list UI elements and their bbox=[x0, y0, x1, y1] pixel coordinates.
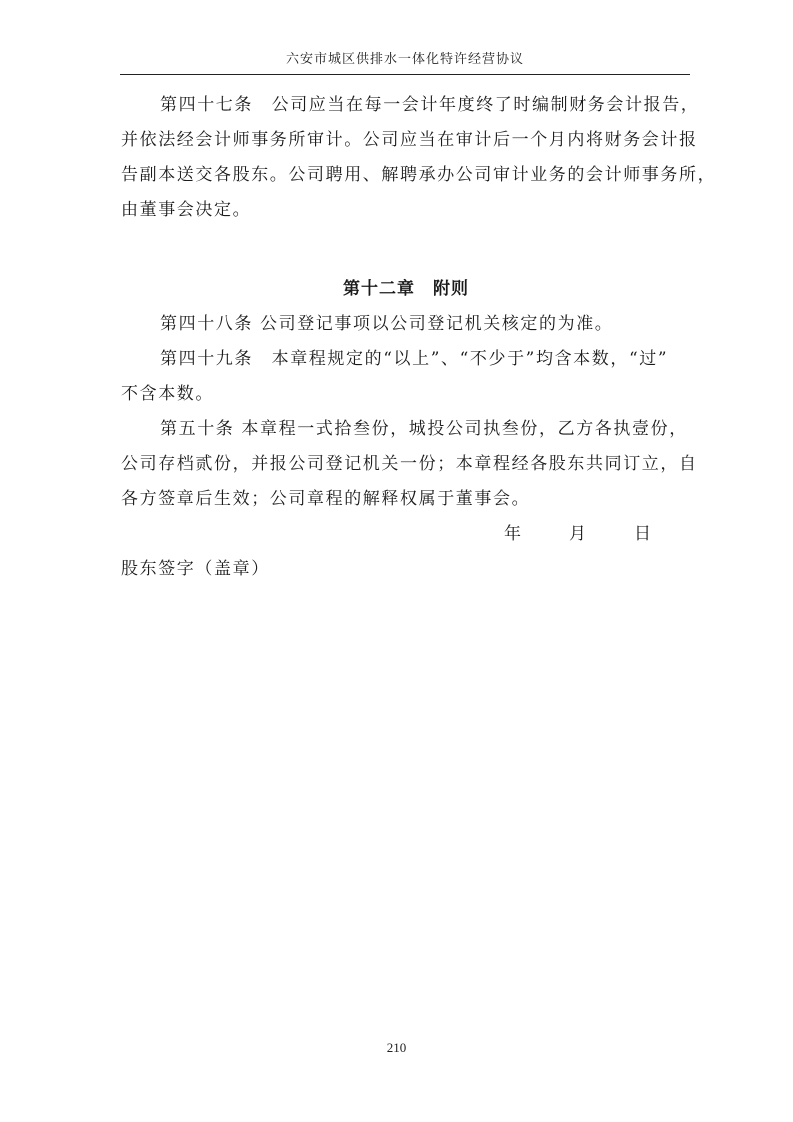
article-50-line: 第五十条 本章程一式拾叁份，城投公司执叁份，乙方各执壹份， bbox=[160, 419, 688, 439]
signature-label: 股东签字（盖章） bbox=[121, 559, 270, 579]
header-rule bbox=[120, 74, 690, 75]
article-49-line: 不含本数。 bbox=[121, 384, 214, 404]
article-48-line: 第四十八条 公司登记事项以公司登记机关核定的为准。 bbox=[160, 314, 614, 334]
article-47 bbox=[121, 88, 717, 228]
article-49-line: 第四十九条 本章程规定的“以上”、“不少于”均含本数，“过” bbox=[160, 349, 669, 369]
article-50 bbox=[121, 412, 698, 517]
article-50-line: 各方签章后生效；公司章程的解释权属于董事会。 bbox=[121, 489, 531, 509]
page-number: 210 bbox=[386, 1040, 407, 1055]
article-47-line: 并依法经会计师事务所审计。公司应当在审计后一个月内将财务会计报 bbox=[121, 130, 698, 150]
article-47-line: 由董事会决定。 bbox=[121, 200, 252, 220]
date-year: 年 bbox=[504, 524, 521, 544]
document-body bbox=[121, 88, 717, 587]
running-header: 六安市城区供排水一体化特许经营协议 bbox=[285, 52, 524, 67]
article-50-line: 公司存档贰份，并报公司登记机关一份；本章程经各股东共同订立，自 bbox=[121, 454, 698, 474]
article-48 bbox=[121, 307, 691, 342]
article-49 bbox=[121, 342, 691, 412]
article-47-line: 第四十七条 公司应当在每一会计年度终了时编制财务会计报告， bbox=[160, 95, 700, 115]
article-47-line: 告副本送交各股东。公司聘用、解聘承办公司审计业务的会计师事务所， bbox=[121, 165, 717, 185]
date-line bbox=[121, 517, 691, 552]
chapter-heading: 第十二章 附则 bbox=[343, 279, 469, 299]
date-day: 日 bbox=[634, 524, 651, 544]
date-month: 月 bbox=[569, 524, 586, 544]
